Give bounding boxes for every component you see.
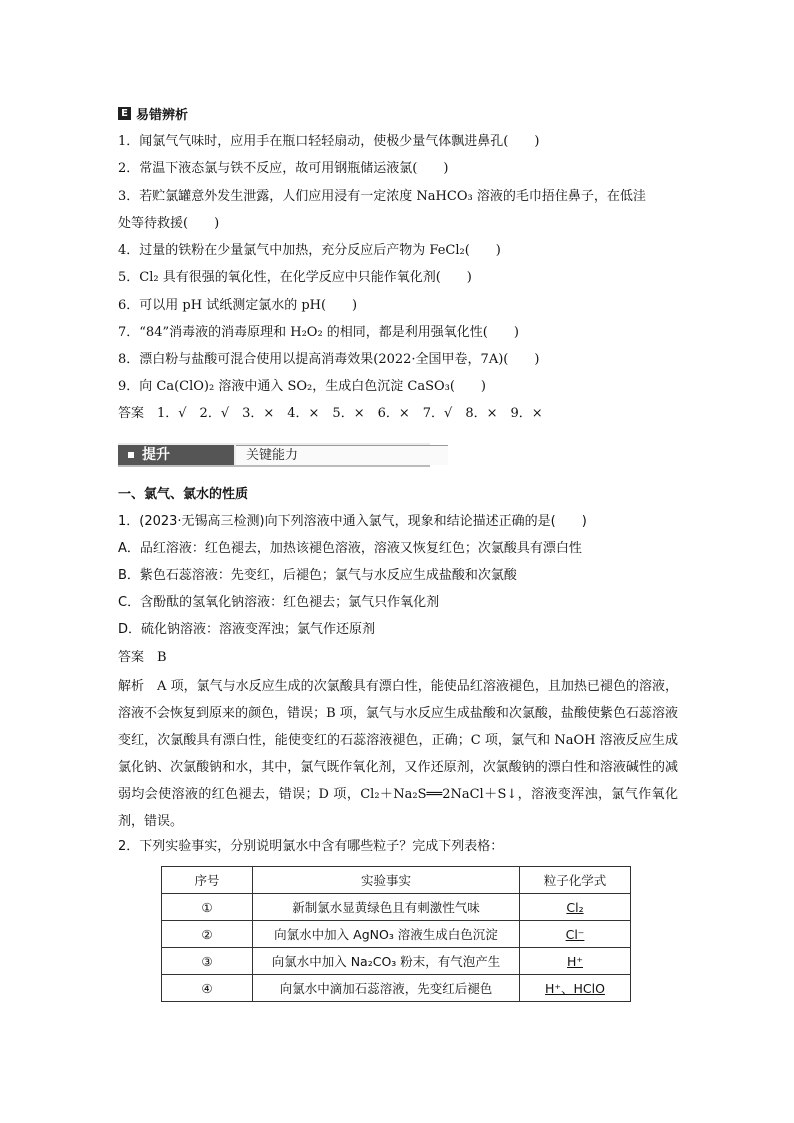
table-cell-fact: 新制氯水显黄绿色且有刺激性气味	[253, 894, 520, 921]
banner-square-icon	[128, 452, 134, 458]
judgment-1: 1．闻氯气气味时，应用手在瓶口轻轻扇动，使极少量气体飘进鼻孔( )	[118, 134, 540, 149]
q1-analysis: 解析 A 项，氯气与水反应生成的次氯酸具有漂白性，能使品红溶液褪色，且加热已褪色的溶液，溶液不会恢复到原来的颜色，错误；B 项，氯气与水反应生成盐酸和次氯酸，盐酸使紫色石蕊溶液变红，次氯酸具有漂白性，能使变红的石蕊溶液褪色，正确；C 项，氯气和 NaOH 溶液反应生成氯化钠、次氯酸钠和水，其中，氯气既作氧化剂，又作还原剂，次氯酸钠的漂白性和溶液碱性的减弱均会使溶液的红色褪去，错误；D 项，Cl₂＋Na₂S══2NaCl＋S↓，溶液变浑浊，氯气作氧化剂，错误。	[118, 679, 678, 829]
section-tag-icon: E	[118, 107, 131, 120]
part-heading: 一、氯气、氯水的性质	[118, 487, 249, 502]
q1-answer: 答案 B	[118, 650, 167, 665]
table-cell-index: ③	[162, 948, 253, 975]
judgment-3: 3．若贮氯罐意外发生泄露，人们应用浸有一定浓度 NaHCO₃ 溶液的毛巾捂住鼻子，在低洼	[118, 189, 646, 204]
judgment-7: 7．“84”消毒液的消毒原理和 H₂O₂ 的相同，都是利用强氧化性( )	[118, 325, 519, 340]
table-row	[162, 921, 631, 948]
section-banner	[118, 443, 430, 467]
table-cell-index: ④	[162, 975, 253, 1002]
table-row	[162, 948, 631, 975]
table-header: 序号	[162, 867, 253, 894]
banner-underline	[118, 465, 430, 467]
table-cell-particle: H⁺、HClO	[520, 975, 631, 1002]
answer-key-judgments: 答案 1．√ 2．√ 3．× 4．× 5．× 6．× 7．√ 8．× 9．×	[118, 406, 543, 421]
q1-option-d: D．硫化钠溶液：溶液变浑浊；氯气作还原剂	[118, 622, 376, 637]
table-header: 粒子化学式	[520, 867, 631, 894]
table-cell-particle: H⁺	[520, 948, 631, 975]
table-cell-particle: Cl⁻	[520, 921, 631, 948]
q1-option-a: A．品红溶液：红色褪去，加热该褪色溶液，溶液又恢复红色；次氯酸具有漂白性	[118, 541, 582, 556]
banner-right: 关键能力	[236, 445, 448, 465]
particle-table	[161, 866, 631, 1002]
table-header: 实验事实	[253, 867, 520, 894]
judgment-6: 6．可以用 pH 试纸测定氯水的 pH( )	[118, 298, 358, 313]
q1-option-b: B．紫色石蕊溶液：先变红，后褪色；氯气与水反应生成盐酸和次氯酸	[118, 568, 517, 583]
table-cell-index: ①	[162, 894, 253, 921]
table-header-row	[162, 867, 631, 894]
banner-left-label: 提升	[142, 447, 170, 463]
q1-option-c: C．含酚酞的氢氧化钠溶液：红色褪去；氯气只作氧化剂	[118, 595, 440, 610]
table-cell-index: ②	[162, 921, 253, 948]
q2-stem: 2．下列实验事实，分别说明氯水中含有哪些粒子？完成下列表格：	[118, 839, 504, 854]
judgment-8: 8．漂白粉与盐酸可混合使用以提高消毒效果(2022·全国甲卷，7A)( )	[118, 352, 540, 367]
table-cell-fact: 向氯水中滴加石蕊溶液，先变红后褪色	[253, 975, 520, 1002]
judgment-2: 2．常温下液态氯与铁不反应，故可用钢瓶储运液氯( )	[118, 161, 449, 176]
section-heading	[118, 104, 188, 123]
section-title: 易错辨析	[136, 108, 189, 123]
table-cell-particle: Cl₂	[520, 894, 631, 921]
q1-stem: 1．(2023·无锡高三检测)向下列溶液中通入氯气，现象和结论描述正确的是( )	[118, 514, 587, 529]
table-row	[162, 894, 631, 921]
judgment-3-cont: 处等待救援( )	[118, 216, 220, 231]
judgment-9: 9．向 Ca(ClO)₂ 溶液中通入 SO₂，生成白色沉淀 CaSO₃( )	[118, 379, 487, 394]
table-cell-fact: 向氯水中加入 Na₂CO₃ 粉末，有气泡产生	[253, 948, 520, 975]
banner-left	[118, 445, 234, 465]
judgment-4: 4．过量的铁粉在少量氯气中加热，充分反应后产物为 FeCl₂( )	[118, 243, 501, 258]
table-row	[162, 975, 631, 1002]
table-cell-fact: 向氯水中加入 AgNO₃ 溶液生成白色沉淀	[253, 921, 520, 948]
judgment-5: 5．Cl₂ 具有很强的氧化性，在化学反应中只能作氧化剂( )	[118, 270, 472, 285]
